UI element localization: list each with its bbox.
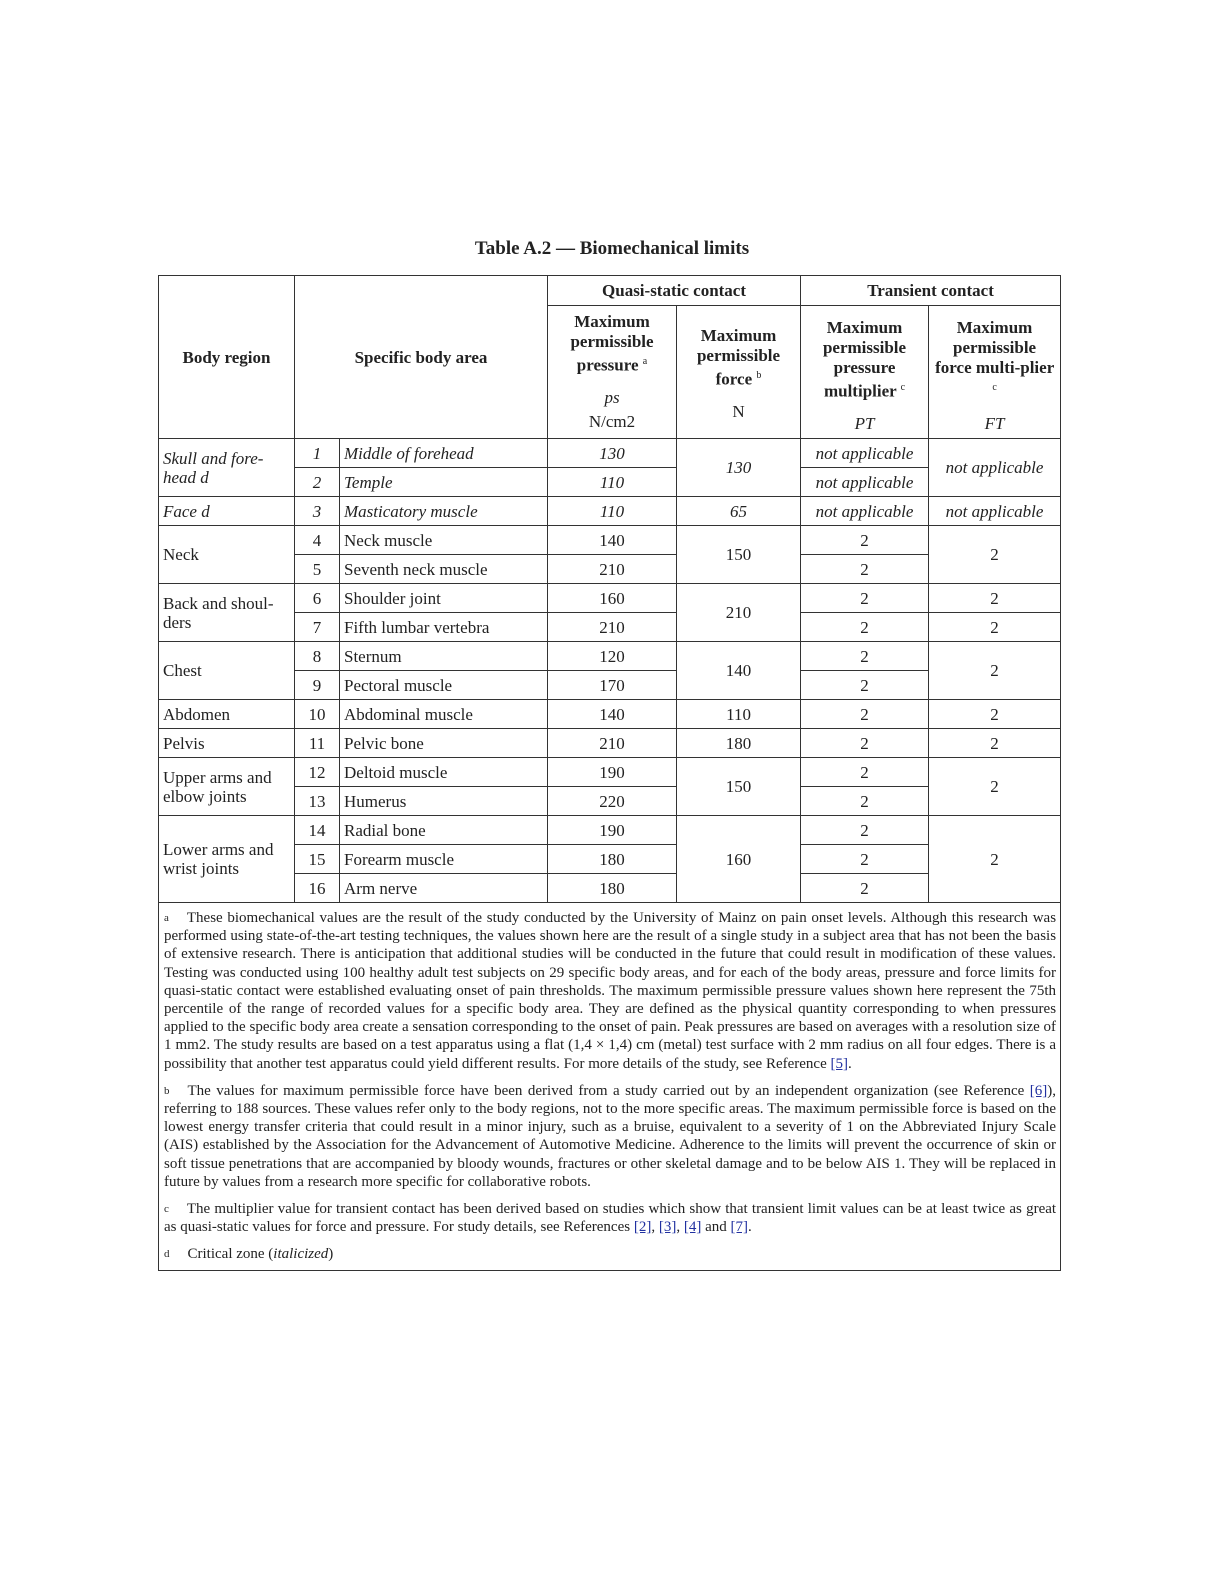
pressure-multiplier-cell: 2	[801, 816, 929, 845]
area-cell: Humerus	[340, 787, 548, 816]
reference-link[interactable]: [6]	[1029, 1082, 1048, 1099]
force-multiplier-cell: 2	[929, 729, 1061, 758]
table-row	[159, 439, 1061, 468]
header-body-region: Body region	[159, 276, 295, 439]
pressure-cell: 210	[548, 555, 677, 584]
area-cell: Masticatory muscle	[340, 497, 548, 526]
row-number: 9	[295, 671, 340, 700]
header-quasi-static: Quasi-static contact	[548, 276, 801, 306]
row-number: 7	[295, 613, 340, 642]
reference-link[interactable]: [5]	[830, 1055, 848, 1072]
row-number: 10	[295, 700, 340, 729]
row-number: 15	[295, 845, 340, 874]
force-multiplier-cell: not applicable	[929, 439, 1061, 497]
header-specific-area: Specific body area	[295, 276, 548, 439]
force-multiplier-cell: 2	[929, 613, 1061, 642]
row-number: 16	[295, 874, 340, 903]
table-row	[159, 845, 1061, 874]
pressure-cell: 190	[548, 816, 677, 845]
force-cell: 160	[677, 816, 801, 903]
header-transient: Transient contact	[801, 276, 1061, 306]
reference-link[interactable]: [3]	[658, 1219, 677, 1236]
pressure-multiplier-cell: 2	[801, 729, 929, 758]
region-cell: Face d	[159, 497, 295, 526]
region-cell: Back and shoul-ders	[159, 584, 295, 642]
force-multiplier-cell: 2	[929, 584, 1061, 613]
force-cell: 150	[677, 758, 801, 816]
row-number: 6	[295, 584, 340, 613]
table-row	[159, 874, 1061, 903]
force-cell: 110	[677, 700, 801, 729]
region-cell: Neck	[159, 526, 295, 584]
header-pressure-multiplier: Maximum permissible pressure multiplier $^c$ PT	[801, 306, 929, 439]
row-number: 12	[295, 758, 340, 787]
region-cell: Upper arms and elbow joints	[159, 758, 295, 816]
table-footnotes	[159, 903, 1061, 1271]
reference-link[interactable]: [4]	[683, 1219, 702, 1236]
table-row	[159, 555, 1061, 584]
reference-link[interactable]: [2]	[633, 1219, 652, 1236]
pressure-multiplier-cell: 2	[801, 526, 929, 555]
region-cell: Abdomen	[159, 700, 295, 729]
pressure-multiplier-cell: 2	[801, 787, 929, 816]
pressure-multiplier-cell: 2	[801, 642, 929, 671]
area-cell: Shoulder joint	[340, 584, 548, 613]
header-force: Maximum permissible force $^b$ N	[677, 306, 801, 439]
area-cell: Deltoid muscle	[340, 758, 548, 787]
force-multiplier-cell: not applicable	[929, 497, 1061, 526]
footnote-a: $^a$ These biomechanical values are the result of the study conducted by the University of Mainz on pain onset levels. Although this research was performed using state-of-the-art testing techniques, the values shown here are the result of a single study in a subject area that has not been the basis of extensive research. There is anticipation that additional studies will be conducted in the future that could result in modification of these values. Testing was conducted using 100 healthy adult test subjects on 29 specific body areas, and for each of the body areas, pressure and force limits for quasi-static contact were established evaluating onset of pain thresholds. The maximum permissible pressure values shown here represent the 75th percentile of the range of recorded values for a specific body area. They are defined as the physical quantity corresponding to when pressures applied to the specific body area create a sensation corresponding to the onset of pain. Peak pressures are based on averages with a resolution size of 1 mm2. The study results are based on a test apparatus using a flat (1,4 × 1,4) cm (metal) test surface with 2 mm radius on all four edges. There is a possibility that another test apparatus could yield different results. For more details of the study, see Reference [5].	[164, 910, 1057, 1072]
force-cell: 180	[677, 729, 801, 758]
table-row	[159, 468, 1061, 497]
pressure-cell: 130	[548, 439, 677, 468]
force-multiplier-cell: 2	[929, 526, 1061, 584]
pressure-cell: 110	[548, 468, 677, 497]
table-row	[159, 497, 1061, 526]
pressure-cell: 120	[548, 642, 677, 671]
pressure-cell: 220	[548, 787, 677, 816]
table-row	[159, 758, 1061, 787]
footnote-c: $^c$ The multiplier value for transient contact has been derived based on studies which show that transient limit values can be at least twice as great as quasi-static values for force and pressure. For study details, see References [2], [3], [4] and [7].	[164, 1201, 1057, 1236]
pressure-multiplier-cell: 2	[801, 700, 929, 729]
pressure-multiplier-cell: not applicable	[801, 497, 929, 526]
row-number: 4	[295, 526, 340, 555]
pressure-multiplier-cell: 2	[801, 671, 929, 700]
pressure-multiplier-cell: 2	[801, 758, 929, 787]
table-row	[159, 526, 1061, 555]
table-row	[159, 671, 1061, 700]
pressure-multiplier-cell: not applicable	[801, 439, 929, 468]
pressure-cell: 210	[548, 613, 677, 642]
pressure-multiplier-cell: 2	[801, 874, 929, 903]
area-cell: Radial bone	[340, 816, 548, 845]
pressure-multiplier-cell: 2	[801, 613, 929, 642]
pressure-multiplier-cell: not applicable	[801, 468, 929, 497]
area-cell: Sternum	[340, 642, 548, 671]
table-row	[159, 613, 1061, 642]
pressure-cell: 180	[548, 845, 677, 874]
area-cell: Abdominal muscle	[340, 700, 548, 729]
pressure-multiplier-cell: 2	[801, 845, 929, 874]
force-multiplier-cell: 2	[929, 816, 1061, 903]
area-cell: Seventh neck muscle	[340, 555, 548, 584]
pressure-multiplier-cell: 2	[801, 555, 929, 584]
row-number: 3	[295, 497, 340, 526]
force-multiplier-cell: 2	[929, 642, 1061, 700]
force-multiplier-cell: 2	[929, 758, 1061, 816]
area-cell: Temple	[340, 468, 548, 497]
area-cell: Fifth lumbar vertebra	[340, 613, 548, 642]
force-cell: 210	[677, 584, 801, 642]
row-number: 14	[295, 816, 340, 845]
area-cell: Arm nerve	[340, 874, 548, 903]
area-cell: Middle of forehead	[340, 439, 548, 468]
table-row	[159, 700, 1061, 729]
footnote-b: $^b$ The values for maximum permissible force have been derived from a study carried out by an independent organization (see Reference [6]), referring to 188 sources. These values refer only to the body regions, not to the more specific areas. The maximum permissible force is based on the lowest energy transfer criteria that could result in a minor injury, such as a bruise, equivalent to a severity of 1 on the Abbreviated Injury Scale (AIS) established by the Association for the Advancement of Automotive Medicine. Adherence to the limits will prevent the occurrence of skin or soft tissue penetrations that are accompanied by bloody wounds, fractures or other skeletal damage and to be below AIS 1. They will be replaced in future by values from a research more specific for collaborative robots.	[164, 1082, 1057, 1190]
table-title: Table A.2 — Biomechanical limits	[474, 238, 750, 259]
force-multiplier-cell: 2	[929, 700, 1061, 729]
area-cell: Neck muscle	[340, 526, 548, 555]
pressure-cell: 170	[548, 671, 677, 700]
pressure-cell: 210	[548, 729, 677, 758]
header-force-multiplier: Maximum permissible force multi-plier $^c$ FT	[929, 306, 1061, 439]
pressure-cell: 160	[548, 584, 677, 613]
area-cell: Forearm muscle	[340, 845, 548, 874]
table-row	[159, 642, 1061, 671]
pressure-cell: 110	[548, 497, 677, 526]
region-cell: Skull and fore-head d	[159, 439, 295, 497]
region-cell: Pelvis	[159, 729, 295, 758]
table-row	[159, 787, 1061, 816]
table-row	[159, 729, 1061, 758]
table-row	[159, 816, 1061, 845]
force-cell: 65	[677, 497, 801, 526]
area-cell: Pectoral muscle	[340, 671, 548, 700]
table-row	[159, 584, 1061, 613]
pressure-cell: 140	[548, 700, 677, 729]
force-cell: 150	[677, 526, 801, 584]
reference-link[interactable]: [7]	[730, 1219, 749, 1236]
pressure-multiplier-cell: 2	[801, 584, 929, 613]
row-number: 13	[295, 787, 340, 816]
region-cell: Lower arms and wrist joints	[159, 816, 295, 903]
pressure-cell: 180	[548, 874, 677, 903]
row-number: 2	[295, 468, 340, 497]
row-number: 11	[295, 729, 340, 758]
header-pressure: Maximum permissible pressure $^a$ ps N/cm2	[548, 306, 677, 439]
force-cell: 130	[677, 439, 801, 497]
biomechanical-limits-table	[158, 275, 1061, 1271]
footnote-d: $^d$ Critical zone (italicized)	[164, 1246, 334, 1263]
row-number: 5	[295, 555, 340, 584]
region-cell: Chest	[159, 642, 295, 700]
force-cell: 140	[677, 642, 801, 700]
row-number: 8	[295, 642, 340, 671]
pressure-cell: 140	[548, 526, 677, 555]
pressure-cell: 190	[548, 758, 677, 787]
row-number: 1	[295, 439, 340, 468]
area-cell: Pelvic bone	[340, 729, 548, 758]
